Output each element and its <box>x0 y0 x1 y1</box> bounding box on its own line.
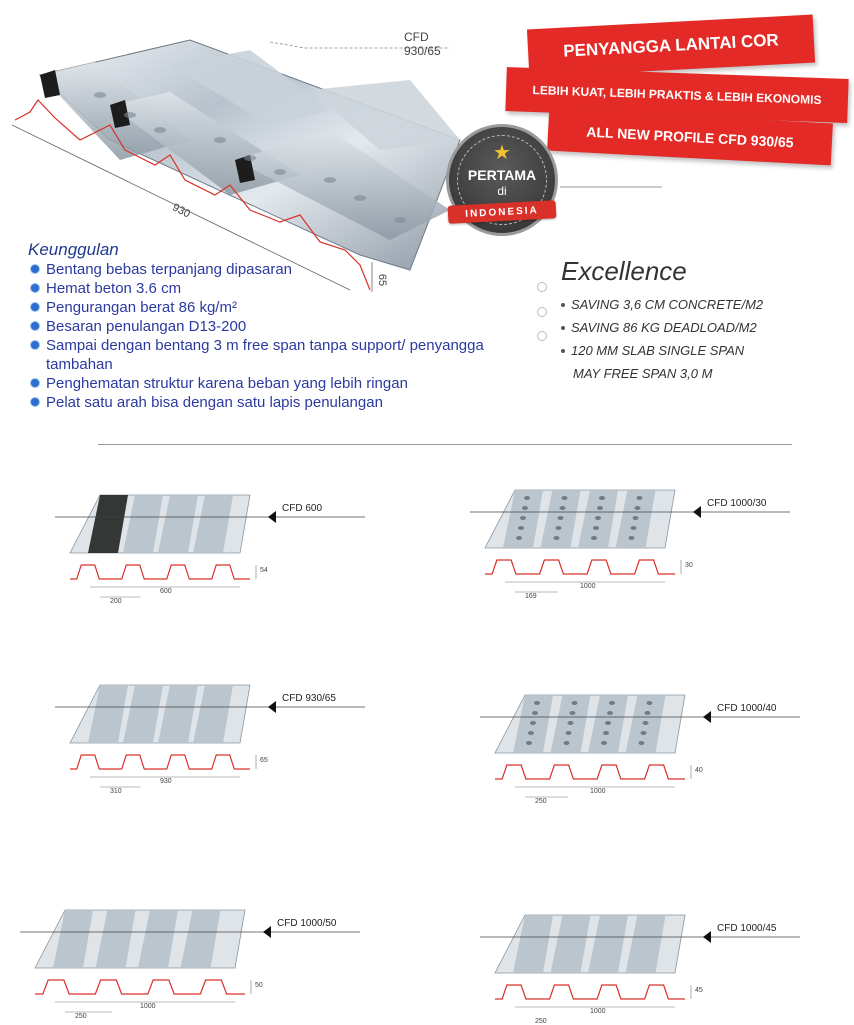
perforation-mark <box>562 496 568 500</box>
profile-pitch-label: 200 <box>110 598 122 605</box>
list-item-text: MAY FREE SPAN 3,0 M <box>573 366 713 381</box>
profile-width-label: 600 <box>160 588 172 595</box>
list-item-text: Besaran penulangan D13-200 <box>46 318 247 335</box>
profile-pitch-label: 169 <box>525 593 537 600</box>
arrow-icon <box>268 511 276 523</box>
keunggulan-title: Keunggulan <box>28 240 119 259</box>
profile-name: CFD 1000/40 <box>717 703 777 714</box>
profile-height-label: 45 <box>695 987 703 994</box>
perforation-mark <box>599 496 605 500</box>
perforation-mark <box>607 711 613 715</box>
perforation-mark <box>518 526 524 530</box>
profile-card <box>480 685 820 805</box>
perforation-mark <box>637 496 643 500</box>
list-item-text: SAVING 86 KG DEADLOAD/M2 <box>571 320 757 335</box>
bullet-icon <box>31 379 39 387</box>
profile-section-line <box>495 985 685 999</box>
arrow-icon <box>268 701 276 713</box>
perforation-mark <box>597 506 603 510</box>
keunggulan-list <box>28 260 488 412</box>
profile-section-line <box>495 765 685 779</box>
list-item-text: Pengurangan berat 86 kg/m² <box>46 299 237 316</box>
list-item <box>561 339 821 362</box>
bullet-icon <box>31 322 39 330</box>
profile-pitch-label: 250 <box>535 798 547 805</box>
circle-marker <box>537 282 547 292</box>
perforation-mark <box>566 731 572 735</box>
profile-width-label: 1000 <box>590 788 606 795</box>
list-item-text: SAVING 3,6 CM CONCRETE/M2 <box>571 297 764 312</box>
list-item <box>561 362 821 385</box>
perforation-mark <box>595 516 601 520</box>
profile-name: CFD 1000/30 <box>707 498 767 509</box>
list-item-text: Sampai dengan bentang 3 m free span tanpa support/ penyangga tambahan <box>46 337 484 373</box>
perforation-mark <box>528 731 534 735</box>
perforation-mark <box>564 741 570 745</box>
circle-marker <box>537 307 547 317</box>
list-item <box>28 336 486 374</box>
perforation-mark <box>534 701 540 705</box>
profile-height-label: 30 <box>685 562 693 569</box>
profile-height-label: 54 <box>260 567 268 574</box>
bullet-icon <box>31 341 39 349</box>
profile-pitch-label: 250 <box>75 1013 87 1020</box>
perforation-mark <box>635 506 641 510</box>
perforation-mark <box>524 496 530 500</box>
profile-section-line <box>35 980 245 994</box>
perforation-mark <box>639 741 645 745</box>
perforation-mark <box>522 506 528 510</box>
perforation-mark <box>629 536 635 540</box>
list-item-text: 120 MM SLAB SINGLE SPAN <box>571 343 745 358</box>
profile-height-label: 40 <box>695 767 703 774</box>
list-item-text: Hemat beton 3.6 cm <box>46 280 182 297</box>
perforation-mark <box>609 701 615 705</box>
perforation-mark <box>605 721 611 725</box>
bullet-icon <box>31 398 39 406</box>
profile-section-line <box>70 565 250 579</box>
perforation-mark <box>516 536 522 540</box>
badge-line1: PERTAMA <box>467 167 537 183</box>
perforation-mark <box>532 711 538 715</box>
profile-card <box>55 675 385 800</box>
perforation-mark <box>558 516 564 520</box>
list-item <box>28 393 488 412</box>
perforation-mark <box>633 516 639 520</box>
hero-model-label <box>404 30 441 58</box>
perforation-mark <box>554 536 560 540</box>
profile-name: CFD 930/65 <box>282 693 336 704</box>
profile-name: CFD 600 <box>282 503 323 514</box>
profile-name: CFD 1000/45 <box>717 923 777 934</box>
profile-card <box>470 480 810 600</box>
bullet-icon <box>561 326 565 330</box>
arrow-icon <box>263 926 271 938</box>
list-item <box>28 279 488 298</box>
arrow-icon <box>703 711 711 723</box>
hero-model-line1: CFD <box>404 30 429 44</box>
perforation-mark <box>603 731 609 735</box>
bullet-icon <box>31 265 39 273</box>
perforation-mark <box>570 711 576 715</box>
banner-title-text: PENYANGGA LANTAI COR <box>562 30 780 61</box>
profile-section-line <box>70 755 250 769</box>
perforation-mark <box>641 731 647 735</box>
perforation-mark <box>520 516 526 520</box>
perforation-mark <box>530 721 536 725</box>
bullet-icon <box>31 284 39 292</box>
list-item <box>28 260 488 279</box>
star-icon: ★ <box>493 142 511 164</box>
profile-width-label: 930 <box>160 778 172 785</box>
perforation-mark <box>591 536 597 540</box>
profile-pitch-label: 250 <box>535 1018 547 1025</box>
perforation-mark <box>568 721 574 725</box>
badge-ribbon-text: INDONESIA <box>464 204 540 220</box>
keunggulan-section <box>28 240 488 412</box>
profile-width-label: 1000 <box>580 583 596 590</box>
bullet-icon <box>561 349 565 353</box>
profile-height-label: 65 <box>260 757 268 764</box>
profile-width-label: 1000 <box>590 1008 606 1015</box>
excellence-list <box>561 293 821 385</box>
profile-drawing <box>55 485 385 605</box>
perforation-mark <box>645 711 651 715</box>
profile-width-label: 1000 <box>140 1003 156 1010</box>
badge-line2: di <box>497 184 507 198</box>
excellence-title: Excellence <box>561 256 687 286</box>
list-item <box>561 316 821 339</box>
section-divider <box>98 444 792 445</box>
perforation-mark <box>601 741 607 745</box>
perforation-mark <box>526 741 532 745</box>
banner-subtitle-text: LEBIH KUAT, LEBIH PRAKTIS & LEBIH EKONOMIS <box>532 82 822 108</box>
perforation-mark <box>556 526 562 530</box>
perforation-mark <box>643 721 649 725</box>
bullet-icon <box>31 303 39 311</box>
arrow-icon <box>703 931 711 943</box>
perforation-mark <box>560 506 566 510</box>
perforation-mark <box>593 526 599 530</box>
profile-card <box>480 905 820 1025</box>
hero-dim-width: 930 <box>170 201 193 221</box>
list-item <box>28 374 488 393</box>
list-item <box>561 293 821 316</box>
list-item-text: Pelat satu arah bisa dengan satu lapis penulangan <box>46 394 383 411</box>
circle-marker <box>537 331 547 341</box>
excellence-section <box>561 256 821 385</box>
profile-height-label: 50 <box>255 982 263 989</box>
perforation-mark <box>647 701 653 705</box>
hero-model-line2: 930/65 <box>404 44 441 58</box>
perforation-mark <box>572 701 578 705</box>
list-item <box>28 317 488 336</box>
perforation-mark <box>631 526 637 530</box>
profile-card <box>20 900 380 1020</box>
list-item-text: Penghematan struktur karena beban yang lebih ringan <box>46 375 408 392</box>
profile-name: CFD 1000/50 <box>277 918 337 929</box>
bullet-icon <box>561 303 565 307</box>
profile-pitch-label: 310 <box>110 788 122 795</box>
hero-dim-height: 65 <box>376 273 389 287</box>
profile-section-line <box>485 560 675 574</box>
banner-profile-text: ALL NEW PROFILE CFD 930/65 <box>585 123 794 151</box>
list-item <box>28 298 488 317</box>
list-item-text: Bentang bebas terpanjang dipasaran <box>46 261 293 278</box>
profile-card <box>55 485 385 605</box>
profile-drawing <box>480 905 820 1015</box>
arrow-icon <box>693 506 701 518</box>
